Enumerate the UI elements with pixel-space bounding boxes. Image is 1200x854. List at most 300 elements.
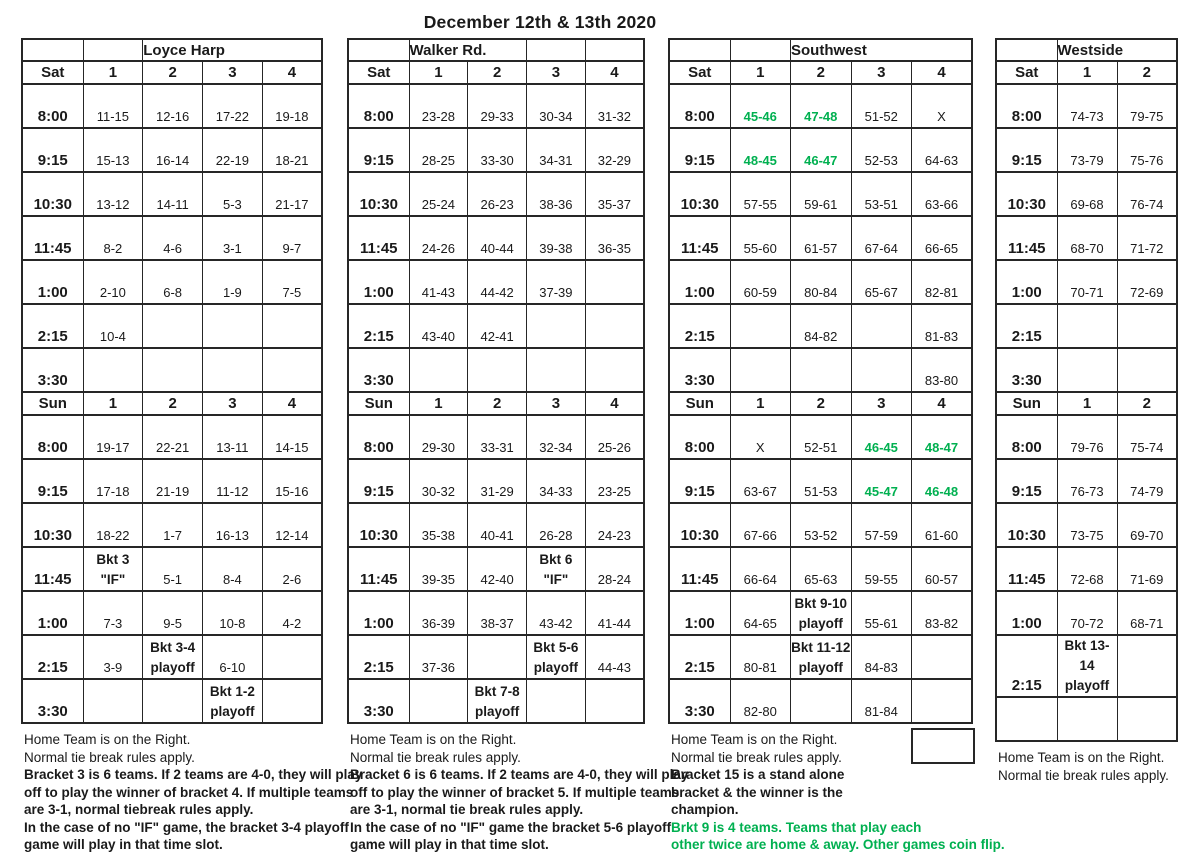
court-number-header: 1 [83,392,143,415]
time-slot-label: 3:30 [348,679,409,723]
empty-cell [468,635,527,679]
time-slot-label: 8:00 [996,84,1057,128]
empty-cell [203,304,263,348]
matchup-cell: 35-37 [585,172,644,216]
time-slot-label: 3:30 [22,348,83,392]
court-number-header: 2 [143,392,203,415]
matchup-cell: 51-53 [791,459,852,503]
schedule-row [669,304,972,348]
matchup-cell: 36-35 [585,216,644,260]
blank-score-box [911,728,975,764]
matchup-cell: 82-80 [730,679,791,723]
matchup-cell: 73-79 [1057,128,1117,172]
matchup-cell: 74-73 [1057,84,1117,128]
schedule-row [348,415,644,459]
matchup-cell: 22-21 [143,415,203,459]
empty-cell [143,348,203,392]
note-line: Normal tie break rules apply. [998,767,1169,783]
note-line: are 3-1, normal tiebreak rules apply. [24,802,254,817]
matchup-cell: 6-8 [143,260,203,304]
venue-notes-westside [995,749,1178,784]
venue-notes-loyce-harp [21,731,363,854]
empty-header-cell [730,39,791,61]
bracket-note-cell: Bkt 5-6 playoff [527,635,586,679]
schedule-row [669,84,972,128]
page-title: December 12th & 13th 2020 [423,12,657,32]
empty-cell [1117,635,1177,697]
schedule-row [348,503,644,547]
matchup-cell: 48-47 [912,415,973,459]
corner-cell [22,39,83,61]
court-number-header: 2 [1117,392,1177,415]
matchup-cell: 36-39 [409,591,468,635]
matchup-cell: 67-64 [851,216,912,260]
matchup-cell: 48-45 [730,128,791,172]
bracket-note-cell: Bkt 11-12 playoff [791,635,852,679]
schedule-row [22,635,322,679]
matchup-cell: 57-55 [730,172,791,216]
venue-header-row [669,39,972,61]
matchup-cell: 47-48 [791,84,852,128]
schedule-row [22,84,322,128]
empty-cell [409,348,468,392]
schedule-row [996,415,1177,459]
matchup-cell: 6-10 [203,635,263,679]
time-slot-label: 11:45 [348,216,409,260]
venue-column-westside [995,38,1178,784]
note-line: champion. [671,802,739,817]
day-header-row [22,392,322,415]
time-slot-label: 9:15 [22,128,83,172]
schedule-row [669,679,972,723]
matchup-cell: 18-22 [83,503,143,547]
court-number-header: 3 [527,61,586,84]
schedule-row [996,635,1177,697]
matchup-cell: 71-72 [1117,216,1177,260]
matchup-cell: 41-44 [585,591,644,635]
court-number-header: 1 [409,61,468,84]
court-number-header: 1 [730,61,791,84]
empty-cell [409,679,468,723]
matchup-cell: 26-28 [527,503,586,547]
day-header-row [669,392,972,415]
matchup-cell: 60-59 [730,260,791,304]
time-slot-label: 1:00 [348,591,409,635]
schedule-row [996,128,1177,172]
matchup-cell: 15-13 [83,128,143,172]
schedule-row [996,260,1177,304]
note-line: Bracket 3 is 6 teams. If 2 teams are 4-0, they will play [24,767,363,782]
matchup-cell: 4-6 [143,216,203,260]
time-slot-label: 8:00 [669,415,730,459]
matchup-cell: 63-67 [730,459,791,503]
matchup-cell: 37-39 [527,260,586,304]
day-label: Sat [22,61,83,84]
empty-cell [468,348,527,392]
schedule-row [996,459,1177,503]
day-header-row [348,392,644,415]
matchup-cell: 75-76 [1117,128,1177,172]
empty-cell [585,348,644,392]
venue-title: Walker Rd. [409,39,527,61]
empty-cell [143,304,203,348]
matchup-cell: 2-6 [262,547,322,591]
matchup-cell: 8-2 [83,216,143,260]
empty-cell [912,679,973,723]
time-slot-label: 8:00 [22,415,83,459]
schedule-row [669,547,972,591]
matchup-cell: 32-34 [527,415,586,459]
bracket-note-cell: Bkt 3 "IF" [83,547,143,591]
matchup-cell: 45-47 [851,459,912,503]
court-number-header: 4 [912,61,973,84]
time-slot-label: 11:45 [22,547,83,591]
empty-cell [1117,348,1177,392]
matchup-cell: 11-15 [83,84,143,128]
matchup-cell: 10-8 [203,591,263,635]
bracket-note-cell: Bkt 3-4 playoff [143,635,203,679]
time-slot-label: 8:00 [348,415,409,459]
matchup-cell: 72-69 [1117,260,1177,304]
matchup-cell: 64-65 [730,591,791,635]
matchup-cell: 39-38 [527,216,586,260]
court-number-header: 4 [912,392,973,415]
time-slot-label: 2:15 [22,635,83,679]
court-number-header: 3 [203,61,263,84]
note-line: In the case of no "IF" game the bracket 5-6 playoff [350,819,672,835]
empty-cell [527,348,586,392]
court-number-header: 4 [262,61,322,84]
matchup-cell: 82-81 [912,260,973,304]
matchup-cell: 38-36 [527,172,586,216]
matchup-cell: 52-53 [851,128,912,172]
matchup-cell: 24-23 [585,503,644,547]
day-header-row [669,61,972,84]
empty-header-cell [585,39,644,61]
matchup-cell: 74-79 [1117,459,1177,503]
matchup-cell: 76-74 [1117,172,1177,216]
note-line: Home Team is on the Right. [998,750,1165,765]
matchup-cell: 59-55 [851,547,912,591]
matchup-cell: 15-16 [262,459,322,503]
matchup-cell: 13-11 [203,415,263,459]
matchup-cell: 30-32 [409,459,468,503]
note-line: are 3-1, normal tie break rules apply. [350,802,584,817]
court-number-header: 2 [791,392,852,415]
empty-cell [262,635,322,679]
time-slot-label: 11:45 [669,216,730,260]
day-header-row [996,392,1177,415]
matchup-cell: 18-21 [262,128,322,172]
schedule-row [22,304,322,348]
matchup-cell: 65-63 [791,547,852,591]
empty-cell [730,348,791,392]
matchup-cell: 43-42 [527,591,586,635]
schedule-table-westside [995,38,1178,742]
matchup-cell: 46-48 [912,459,973,503]
matchup-cell: 16-13 [203,503,263,547]
time-slot-label: 10:30 [996,172,1057,216]
matchup-cell: 19-17 [83,415,143,459]
bracket-note-cell: Bkt 7-8 playoff [468,679,527,723]
matchup-cell: 10-4 [83,304,143,348]
court-number-header: 2 [791,61,852,84]
matchup-cell: 33-31 [468,415,527,459]
note-line: off to play the winner of bracket 5. If multiple teams [350,784,680,800]
empty-cell [730,304,791,348]
venue-header-row [22,39,322,61]
day-label: Sun [669,392,730,415]
matchup-cell: 46-45 [851,415,912,459]
day-header-row [348,61,644,84]
matchup-cell: 69-68 [1057,172,1117,216]
matchup-cell: 34-31 [527,128,586,172]
time-slot-label: 10:30 [22,172,83,216]
empty-cell [1057,697,1117,741]
schedule-row [669,591,972,635]
schedule-row [669,635,972,679]
matchup-cell: 28-24 [585,547,644,591]
matchup-cell: 81-83 [912,304,973,348]
empty-cell [262,304,322,348]
matchup-cell: 31-32 [585,84,644,128]
matchup-cell: 3-1 [203,216,263,260]
time-slot-label: 1:00 [996,591,1057,635]
matchup-cell: 42-41 [468,304,527,348]
schedule-row [348,591,644,635]
schedule-row [22,591,322,635]
schedule-row [669,348,972,392]
schedule-row [348,172,644,216]
matchup-cell: 80-81 [730,635,791,679]
matchup-cell: 70-72 [1057,591,1117,635]
matchup-cell: 65-67 [851,260,912,304]
time-slot-label [996,697,1057,741]
venue-title: Westside [1057,39,1177,61]
note-line: Normal tie break rules apply. [671,749,842,765]
empty-header-cell [83,39,143,61]
court-number-header: 1 [1057,61,1117,84]
empty-cell [527,679,586,723]
matchup-cell: 5-3 [203,172,263,216]
time-slot-label: 9:15 [348,459,409,503]
time-slot-label: 9:15 [996,128,1057,172]
matchup-cell: 83-80 [912,348,973,392]
time-slot-label: 9:15 [996,459,1057,503]
matchup-cell: 51-52 [851,84,912,128]
matchup-cell: 39-35 [409,547,468,591]
schedule-row [348,547,644,591]
schedule-row [996,216,1177,260]
schedule-row [348,679,644,723]
matchup-cell: 33-30 [468,128,527,172]
time-slot-label: 10:30 [348,172,409,216]
matchup-cell: 5-1 [143,547,203,591]
day-header-row [22,61,322,84]
time-slot-label: 3:30 [669,679,730,723]
matchup-cell: 79-76 [1057,415,1117,459]
matchup-cell: 4-2 [262,591,322,635]
court-number-header: 1 [83,61,143,84]
matchup-cell: 76-73 [1057,459,1117,503]
time-slot-label: 2:15 [348,635,409,679]
matchup-cell: 61-57 [791,216,852,260]
time-slot-label: 1:00 [996,260,1057,304]
schedule-row [348,348,644,392]
time-slot-label: 10:30 [669,503,730,547]
empty-cell [585,260,644,304]
schedule-table-loyce-harp [21,38,323,724]
matchup-cell: 34-33 [527,459,586,503]
empty-cell [851,348,912,392]
matchup-cell: 44-42 [468,260,527,304]
matchup-cell: 24-26 [409,216,468,260]
corner-cell [669,39,730,61]
court-number-header: 4 [262,392,322,415]
matchup-cell: 69-70 [1117,503,1177,547]
time-slot-label: 10:30 [669,172,730,216]
corner-cell [348,39,409,61]
empty-cell [791,348,852,392]
day-label: Sat [996,61,1057,84]
bracket-note-cell: Bkt 6 "IF" [527,547,586,591]
time-slot-label: 2:15 [22,304,83,348]
matchup-cell: 3-9 [83,635,143,679]
matchup-cell: 70-71 [1057,260,1117,304]
schedule-row [22,216,322,260]
court-number-header: 2 [143,61,203,84]
empty-cell [1057,304,1117,348]
time-slot-label: 9:15 [22,459,83,503]
time-slot-label: 2:15 [996,635,1057,697]
schedule-row [669,172,972,216]
matchup-cell: 28-25 [409,128,468,172]
matchup-cell: 7-3 [83,591,143,635]
empty-cell [1117,304,1177,348]
court-number-header: 2 [1117,61,1177,84]
matchup-cell: 23-28 [409,84,468,128]
schedule-row [22,459,322,503]
matchup-cell: 1-7 [143,503,203,547]
time-slot-label: 11:45 [669,547,730,591]
matchup-cell: 21-19 [143,459,203,503]
time-slot-label: 8:00 [22,84,83,128]
time-slot-label: 9:15 [348,128,409,172]
schedule-row [996,591,1177,635]
note-line: Home Team is on the Right. [24,732,191,747]
note-line: Home Team is on the Right. [350,732,517,747]
matchup-cell: 21-17 [262,172,322,216]
empty-cell [1057,348,1117,392]
empty-cell [203,348,263,392]
bracket-note-cell: Bkt 9-10 playoff [791,591,852,635]
court-number-header: 4 [585,392,644,415]
schedule-row [996,84,1177,128]
schedule-row [348,459,644,503]
court-number-header: 3 [851,392,912,415]
venue-title: Loyce Harp [143,39,322,61]
time-slot-label: 8:00 [669,84,730,128]
note-line: Normal tie break rules apply. [350,749,521,765]
matchup-cell: 61-60 [912,503,973,547]
note-line: other twice are home & away. Other games coin flip. [671,837,1005,852]
matchup-cell: 12-16 [143,84,203,128]
matchup-cell: 45-46 [730,84,791,128]
matchup-cell: 38-37 [468,591,527,635]
matchup-cell: 16-14 [143,128,203,172]
matchup-cell: 9-7 [262,216,322,260]
matchup-cell: 12-14 [262,503,322,547]
venue-title: Southwest [791,39,973,61]
day-label: Sat [348,61,409,84]
time-slot-label: 2:15 [348,304,409,348]
time-slot-label: 2:15 [669,635,730,679]
matchup-cell: 79-75 [1117,84,1177,128]
empty-cell [83,679,143,723]
court-number-header: 1 [1057,392,1117,415]
schedule-row [22,415,322,459]
matchup-cell: 46-47 [791,128,852,172]
bracket-note-cell: Bkt 13-14 playoff [1057,635,1117,697]
time-slot-label: 3:30 [669,348,730,392]
matchup-cell: 40-41 [468,503,527,547]
matchup-cell: 7-5 [262,260,322,304]
matchup-cell: 29-30 [409,415,468,459]
empty-cell [851,304,912,348]
day-label: Sun [996,392,1057,415]
matchup-cell: 17-22 [203,84,263,128]
venue-notes-walker-rd [347,731,689,854]
time-slot-label: 11:45 [348,547,409,591]
schedule-row [348,635,644,679]
matchup-cell: 9-5 [143,591,203,635]
empty-cell [912,635,973,679]
court-number-header: 3 [203,392,263,415]
matchup-cell: 25-26 [585,415,644,459]
note-line: game will play in that time slot. [350,837,549,852]
schedule-row [22,547,322,591]
note-line: Normal tie break rules apply. [24,749,195,765]
matchup-cell: 42-40 [468,547,527,591]
matchup-cell: 59-61 [791,172,852,216]
court-number-header: 3 [527,392,586,415]
matchup-cell: 17-18 [83,459,143,503]
matchup-cell: 68-71 [1117,591,1177,635]
bracket-note-cell: Bkt 1-2 playoff [203,679,263,723]
time-slot-label: 9:15 [669,459,730,503]
time-slot-label: 8:00 [996,415,1057,459]
note-line: Brkt 9 is 4 teams. Teams that play each [671,819,922,835]
time-slot-label: 1:00 [348,260,409,304]
schedule-row [669,415,972,459]
time-slot-label: 1:00 [22,260,83,304]
schedule-row [22,260,322,304]
matchup-cell: 11-12 [203,459,263,503]
empty-header-cell [527,39,586,61]
time-slot-label: 11:45 [22,216,83,260]
note-line: bracket & the winner is the [671,784,843,800]
time-slot-label: 3:30 [22,679,83,723]
schedule-row [22,503,322,547]
time-slot-label: 3:30 [996,348,1057,392]
matchup-cell: 66-64 [730,547,791,591]
schedule-row [996,547,1177,591]
matchup-cell: 32-29 [585,128,644,172]
matchup-cell: 35-38 [409,503,468,547]
time-slot-label: 10:30 [348,503,409,547]
matchup-cell: 26-23 [468,172,527,216]
time-slot-label: 10:30 [22,503,83,547]
